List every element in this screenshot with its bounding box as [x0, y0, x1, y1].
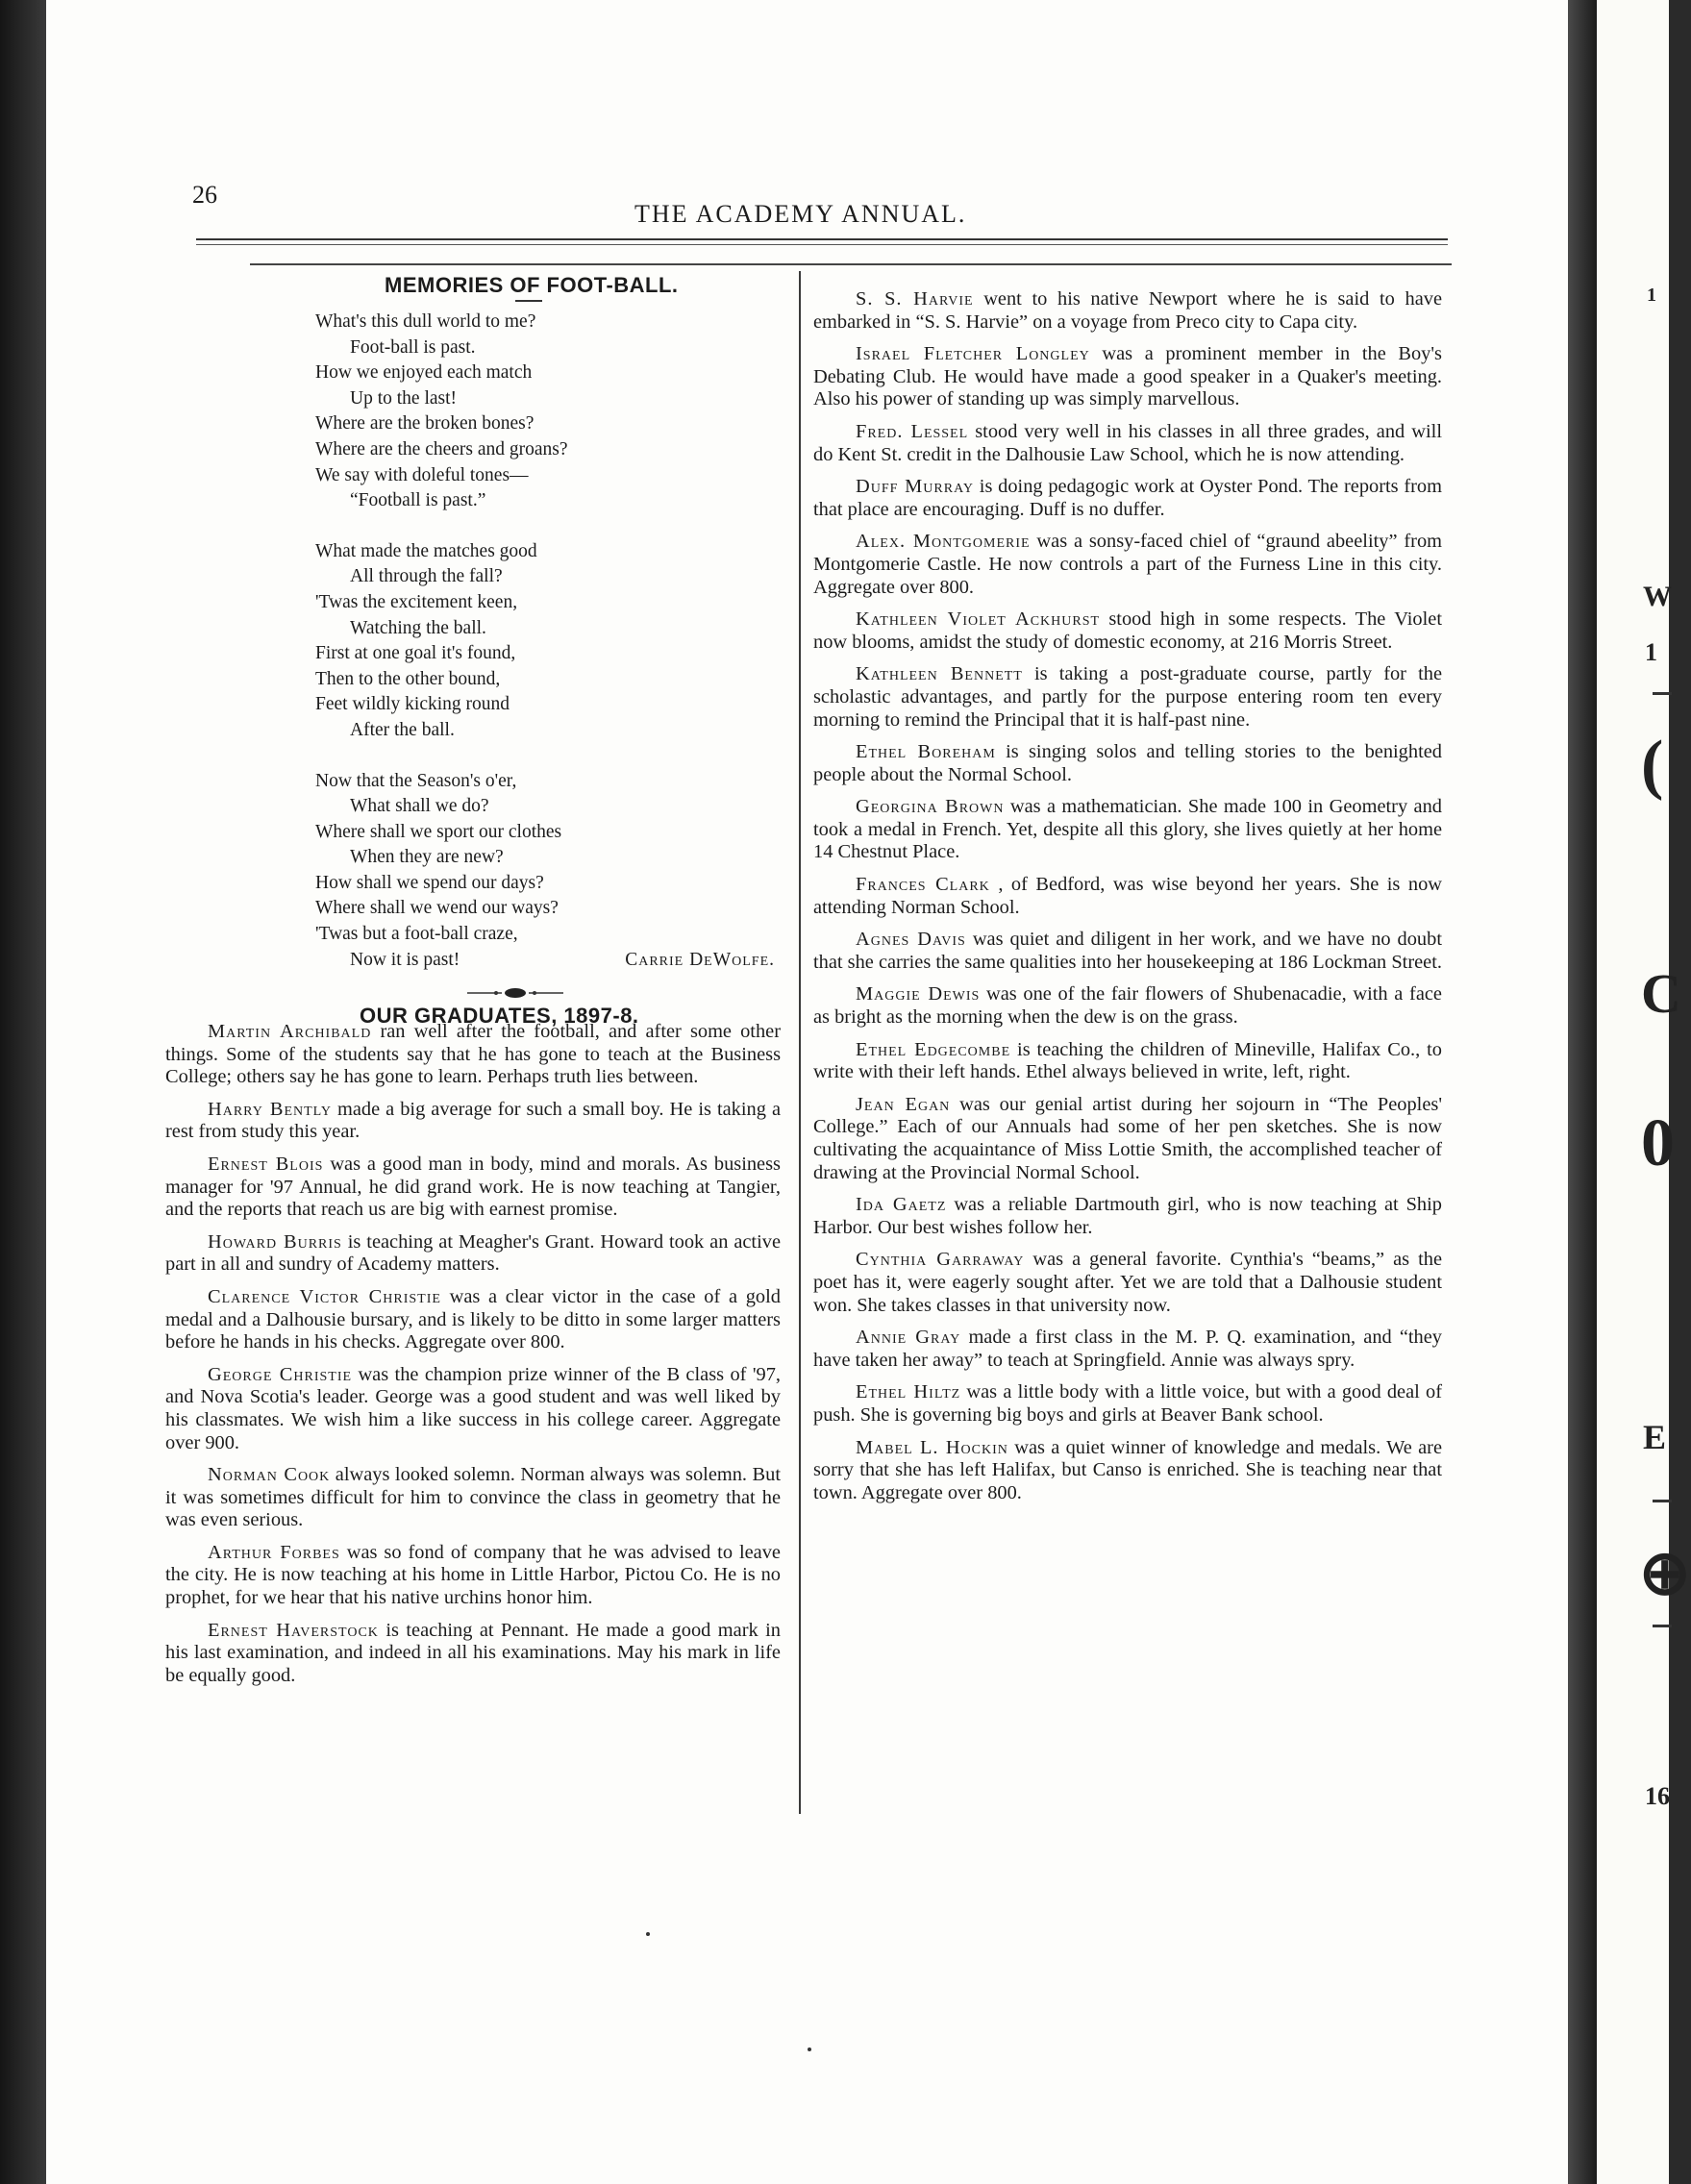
graduate-entry: [813, 608, 1442, 654]
graduate-entry: [165, 1021, 781, 1089]
graduates-right-column: [813, 288, 1442, 1514]
poem-line: Up to the last!: [350, 387, 458, 409]
poem-line: Then to the other bound,: [315, 668, 501, 689]
graduate-entry: [813, 476, 1442, 521]
graduate-description: was one of the fair flowers of Shubenacadie, with a face as bright as the morning when the dew is on the grass.: [813, 983, 1442, 1029]
graduate-entry: [813, 1039, 1442, 1084]
graduate-entry: [165, 1620, 781, 1688]
book-gutter: [1568, 0, 1597, 2184]
graduate-description: was a little body with a little voice, but with a good deal of push. She is governing big boys and girls at Beaver Bank school.: [813, 1381, 1442, 1426]
poem-line: We say with doleful tones—: [315, 464, 529, 485]
graduate-entry: [813, 1437, 1442, 1505]
graduate-name: Martin Archibald: [208, 1021, 372, 1042]
graduate-description: was a reliable Dartmouth girl, who is now teaching at Ship Harbor. Our best wishes follow her.: [813, 1194, 1442, 1238]
poem-line: Watching the ball.: [350, 617, 486, 638]
graduate-description: was a good man in body, mind and morals. As business manager for '97 Annual, he did grand work. He is now teaching at Tangier, and the reports that reach us are big with earnest promise.: [165, 1153, 781, 1221]
graduate-name: Ethel Edgecombe: [856, 1038, 1011, 1060]
poem-line: Where are the cheers and groans?: [315, 438, 568, 459]
print-speck: [646, 1932, 650, 1936]
graduate-description: is singing solos and telling stories to the benighted people about the Normal School.: [813, 741, 1442, 785]
poem-stanza: [315, 310, 777, 514]
graduate-description: went to his native Newport where he is said to have embarked in “S. S. Harvie” on a voyage from Preco city to Capa city.: [813, 288, 1442, 333]
graduate-description: made a first class in the M. P. Q. examination, and “they have taken her away” to teach at Springfield. Annie was always spry.: [813, 1327, 1443, 1371]
graduate-name: Alex. Montgomerie: [856, 531, 1031, 553]
graduate-entry: [813, 421, 1442, 466]
graduate-name: Annie Gray: [856, 1327, 961, 1349]
graduate-name: Kathleen Violet Ackhurst: [856, 608, 1101, 631]
poem-line: First at one goal it's found,: [315, 643, 516, 664]
graduate-name: Ernest Haverstock: [208, 1619, 379, 1641]
poem-line: Where are the broken bones?: [315, 413, 535, 434]
poem-line: Feet wildly kicking round: [315, 694, 510, 715]
graduate-name: Kathleen Bennett: [856, 663, 1023, 685]
graduate-name: Ethel Boreham: [856, 741, 996, 763]
graduate-name: Jean Egan: [856, 1093, 951, 1115]
graduate-entry: [813, 929, 1442, 974]
graduate-description: was the champion prize winner of the B class of '97, and Nova Scotia's leader. George was a good student and was well liked by his classmates. We wish him a like success in his college career. Aggregate over 900.: [165, 1363, 781, 1453]
poem-stanza: [315, 539, 777, 744]
page-number: 26: [192, 181, 217, 209]
poem-title: MEMORIES OF FOOT-BALL.: [385, 273, 679, 297]
graduate-description: is teaching the children of Mineville, Halifax Co., to write with their left hands. Ethel always believed in write, left, right.: [813, 1038, 1442, 1083]
next-page-fragment: 16: [1645, 1782, 1670, 1810]
graduate-name: Cynthia Garraway: [856, 1249, 1025, 1271]
graduate-entry: [165, 1542, 781, 1610]
graduate-name: Norman Cook: [208, 1464, 331, 1486]
poem-line: What's this dull world to me?: [315, 311, 536, 332]
poem-last-line: Now it is past!: [350, 949, 460, 970]
graduate-description: was a clear victor in the case of a gold medal and a Dalhousie bursary, and is likely to be ditto in some larger matters before he hands in his checks. Aggregate over 800.: [165, 1285, 781, 1353]
graduate-description: was a prominent member in the Boy's Debating Club. He would have made a good speaker in a Quaker's meeting. Also his power of standing up was simply marvellous.: [813, 343, 1442, 410]
graduate-entry: [165, 1286, 781, 1354]
graduate-name: Ernest Blois: [208, 1153, 324, 1175]
next-page-fragment: (: [1641, 728, 1664, 802]
poem-line: 'Twas the excitement keen,: [315, 591, 518, 612]
graduate-name: S. S. Harvie: [856, 288, 974, 310]
graduate-entry: [165, 1464, 781, 1532]
next-page-fragment: 1: [1647, 285, 1656, 306]
adjacent-page-fragment: [1597, 0, 1691, 2184]
next-page-fragment: C: [1641, 962, 1681, 1025]
poem-line: Now that the Season's o'er,: [315, 770, 517, 791]
graduate-description: is teaching at Pennant. He made a good mark in his last examination, and indeed in all his examinations. May his mark in life be equally good.: [165, 1619, 781, 1686]
graduate-name: George Christie: [208, 1363, 353, 1385]
header-rule: [196, 244, 1448, 245]
graduate-description: was our genial artist during her sojourn in “The Peoples' College.” Each of our Annuals had some of her pen sketches. She is now cultivating the acquaintance of Miss Lottie Smith, the accomplished teacher of drawing at the Provincial Normal School.: [813, 1093, 1443, 1183]
graduate-description: stood very well in his classes in all three grades, and will do Kent St. credit in the Dalhousie Law School, which he is now attending.: [813, 420, 1442, 465]
next-page-rule: [1653, 1625, 1672, 1627]
next-page-fragment: 1: [1645, 638, 1657, 666]
graduate-entry: [813, 663, 1442, 732]
graduate-entry: [165, 1154, 781, 1222]
poem-line: Where shall we wend our ways?: [315, 898, 559, 919]
poem-author: Carrie DeWolfe.: [625, 949, 775, 970]
graduates-left-column: [165, 1021, 781, 1697]
graduate-description: was a general favorite. Cynthia's “beams,” as the poet has it, were eagerly sought after. Yet we are told that a Dalhousie student won. She takes classes in that university now.: [813, 1249, 1442, 1316]
graduate-name: Clarence Victor Christie: [208, 1285, 441, 1307]
graduate-entry: [165, 1231, 781, 1277]
graduate-name: Maggie Dewis: [856, 983, 981, 1005]
graduate-name: Arthur Forbes: [208, 1541, 340, 1563]
graduate-description: is teaching at Meagher's Grant. Howard took an active part in all and sundry of Academy matters.: [165, 1230, 781, 1276]
graduate-description: was quiet and diligent in her work, and we have no doubt that she carries the same qualities into her housekeeping at 186 Lockman Street.: [813, 929, 1442, 973]
next-page-fragment: W: [1643, 581, 1672, 612]
graduate-entry: [165, 1099, 781, 1144]
graduate-entry: [813, 343, 1442, 411]
graduate-description: is doing pedagogic work at Oyster Pond. The reports from that place are encouraging. Duff is no duffer.: [813, 476, 1442, 520]
poem-line: Foot-ball is past.: [350, 336, 476, 358]
next-page-fragment: E: [1643, 1418, 1667, 1456]
graduate-entry: [813, 1094, 1442, 1184]
graduate-entry: [813, 1194, 1442, 1239]
title-underline: [515, 300, 542, 302]
graduate-name: Georgina Brown: [856, 796, 1005, 818]
header-rule: [196, 238, 1448, 240]
graduates-title: OUR GRADUATES, 1897-8.: [360, 1004, 639, 1028]
ornament-divider: [467, 986, 563, 1000]
next-page-rule: [1653, 1500, 1672, 1502]
graduate-entry: [813, 983, 1442, 1029]
poem-line: All through the fall?: [350, 566, 503, 587]
graduate-entry: [813, 741, 1442, 786]
graduate-description: was a quiet winner of knowledge and medals. We are sorry that she has left Halifax, but Canso is enriched. She is teaching near that town. Aggregate over 800.: [813, 1436, 1443, 1503]
graduate-entry: [813, 874, 1442, 919]
graduate-entry: [813, 531, 1442, 599]
next-page-fragment: 0: [1641, 1106, 1675, 1180]
running-title: THE ACADEMY ANNUAL.: [634, 200, 967, 228]
poem-line: After the ball.: [350, 719, 455, 740]
graduate-entry: [813, 1249, 1442, 1317]
graduate-name: Howard Burris: [208, 1230, 342, 1253]
graduate-description: was so fond of company that he was advised to leave the city. He is now teaching at his home in Little Harbor, Pictou Co. He is no prophet, for we hear that his native urchins honor him.: [165, 1541, 781, 1609]
graduate-description: , of Bedford, was wise beyond her years. She is now attending Norman School.: [813, 874, 1442, 918]
poem-closing-line: [315, 948, 775, 974]
next-page-fragment: ⊕: [1639, 1539, 1691, 1607]
graduate-name: Mabel L. Hockin: [856, 1436, 1008, 1458]
graduate-name: Ida Gaetz: [856, 1194, 947, 1216]
graduate-entry: [813, 288, 1442, 334]
graduate-description: stood high in some respects. The Violet now blooms, amidst the study of domestic economy, at 216 Morris Street.: [813, 608, 1442, 653]
next-page-rule: [1653, 692, 1672, 695]
graduate-description: ran well after the football, and after some other things. Some of the students say that he has gone to teach at the Business College; others say he has gone to learn. Perhaps truth lies between.: [165, 1021, 781, 1088]
graduate-name: Ethel Hiltz: [856, 1381, 961, 1403]
header-rule: [250, 263, 1452, 265]
graduate-description: is taking a post-graduate course, partly for the scholastic advantages, and partly for the purpose entering room ten every morning to remind the Principal that it is half-past nine.: [813, 663, 1442, 731]
poem-line: Where shall we sport our clothes: [315, 821, 562, 842]
column-divider: [799, 271, 801, 1814]
scan-left-edge: [0, 0, 46, 2184]
poem-stanza: [315, 769, 777, 948]
poem-line: 'Twas but a foot-ball craze,: [315, 924, 518, 945]
graduate-entry: [813, 1381, 1442, 1427]
poem-line: How we enjoyed each match: [315, 362, 533, 384]
print-speck: [808, 2048, 811, 2051]
graduate-description: was a mathematician. She made 100 in Geometry and took a medal in French. Yet, despite all this glory, she lives quietly at her home 14 Chestnut Place.: [813, 796, 1442, 863]
graduate-entry: [165, 1364, 781, 1454]
graduate-name: Fred. Lessel: [856, 420, 969, 442]
poem-stanzas: [315, 310, 777, 948]
poem-line: What shall we do?: [350, 796, 489, 817]
graduate-name: Duff Murray: [856, 476, 975, 498]
poem-line: “Football is past.”: [350, 490, 486, 511]
poem-line: When they are new?: [350, 847, 504, 868]
poem-line: How shall we spend our days?: [315, 872, 544, 893]
graduate-entry: [813, 1327, 1442, 1372]
graduate-description: made a big average for such a small boy. He is taking a rest from study this year.: [165, 1098, 781, 1143]
graduate-name: Israel Fletcher Longley: [856, 343, 1090, 365]
graduate-description: was a sonsy-faced chiel of “graund abeelity” from Montgomerie Castle. He now controls a part of the Furness Line in this city. Aggregate over 800.: [813, 531, 1442, 598]
graduate-name: Harry Bently: [208, 1098, 332, 1120]
graduate-entry: [813, 796, 1442, 864]
poem-line: What made the matches good: [315, 540, 537, 561]
graduate-name: Agnes Davis: [856, 929, 966, 951]
graduate-description: always looked solemn. Norman always was solemn. But it was sometimes difficult for him to convince the class in geometry that he was even serious.: [165, 1464, 781, 1531]
poem: [315, 310, 777, 973]
graduate-name: Frances Clark: [856, 874, 990, 896]
